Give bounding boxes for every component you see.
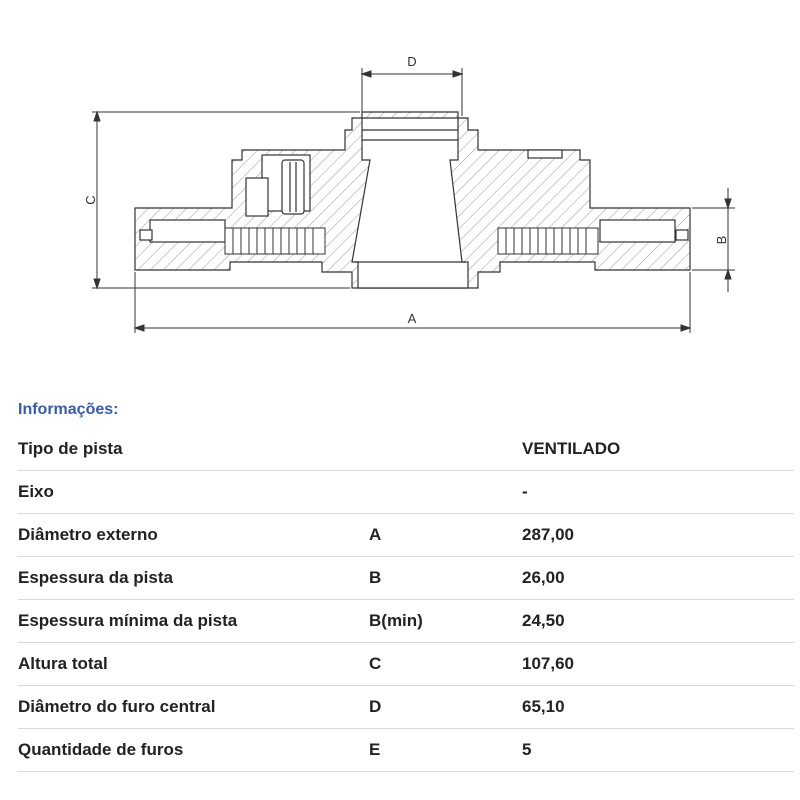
- row-code: D: [369, 686, 522, 729]
- row-code: B: [369, 557, 522, 600]
- table-row: [18, 557, 794, 600]
- row-value: 24,50: [522, 600, 794, 643]
- table-row: [18, 428, 794, 471]
- row-label: Diâmetro externo: [18, 514, 369, 557]
- dimension-d-label: D: [407, 54, 417, 69]
- spec-table: [18, 428, 794, 772]
- dimension-c-label: C: [83, 195, 98, 205]
- row-code: [369, 471, 522, 514]
- row-value: -: [522, 471, 794, 514]
- row-code: A: [369, 514, 522, 557]
- row-label: Espessura mínima da pista: [18, 600, 369, 643]
- table-row: [18, 471, 794, 514]
- dimension-a-label: A: [407, 311, 417, 326]
- tone-ring-right: [498, 228, 598, 254]
- row-label: Quantidade de furos: [18, 729, 369, 772]
- row-label: Eixo: [18, 471, 369, 514]
- row-label: Diâmetro do furo central: [18, 686, 369, 729]
- row-value: 5: [522, 729, 794, 772]
- row-code: B(min): [369, 600, 522, 643]
- table-row: [18, 729, 794, 772]
- row-value: 287,00: [522, 514, 794, 557]
- tone-ring-left: [225, 228, 325, 254]
- row-value: 65,10: [522, 686, 794, 729]
- table-row: [18, 686, 794, 729]
- brake-disc-technical-drawing: [0, 0, 800, 360]
- dimension-b-label: B: [714, 235, 729, 245]
- row-label: Espessura da pista: [18, 557, 369, 600]
- info-section: [18, 394, 794, 772]
- table-row: [18, 643, 794, 686]
- row-label: Altura total: [18, 643, 369, 686]
- disc-cross-section: [135, 112, 690, 288]
- row-value: 26,00: [522, 557, 794, 600]
- row-code: C: [369, 643, 522, 686]
- row-value: VENTILADO: [522, 428, 794, 471]
- row-code: E: [369, 729, 522, 772]
- row-code: [369, 428, 522, 471]
- row-label: Tipo de pista: [18, 428, 369, 471]
- row-value: 107,60: [522, 643, 794, 686]
- info-title: Informações:: [18, 401, 119, 418]
- table-row: [18, 514, 794, 557]
- table-row: [18, 600, 794, 643]
- dimension-d: [362, 68, 462, 116]
